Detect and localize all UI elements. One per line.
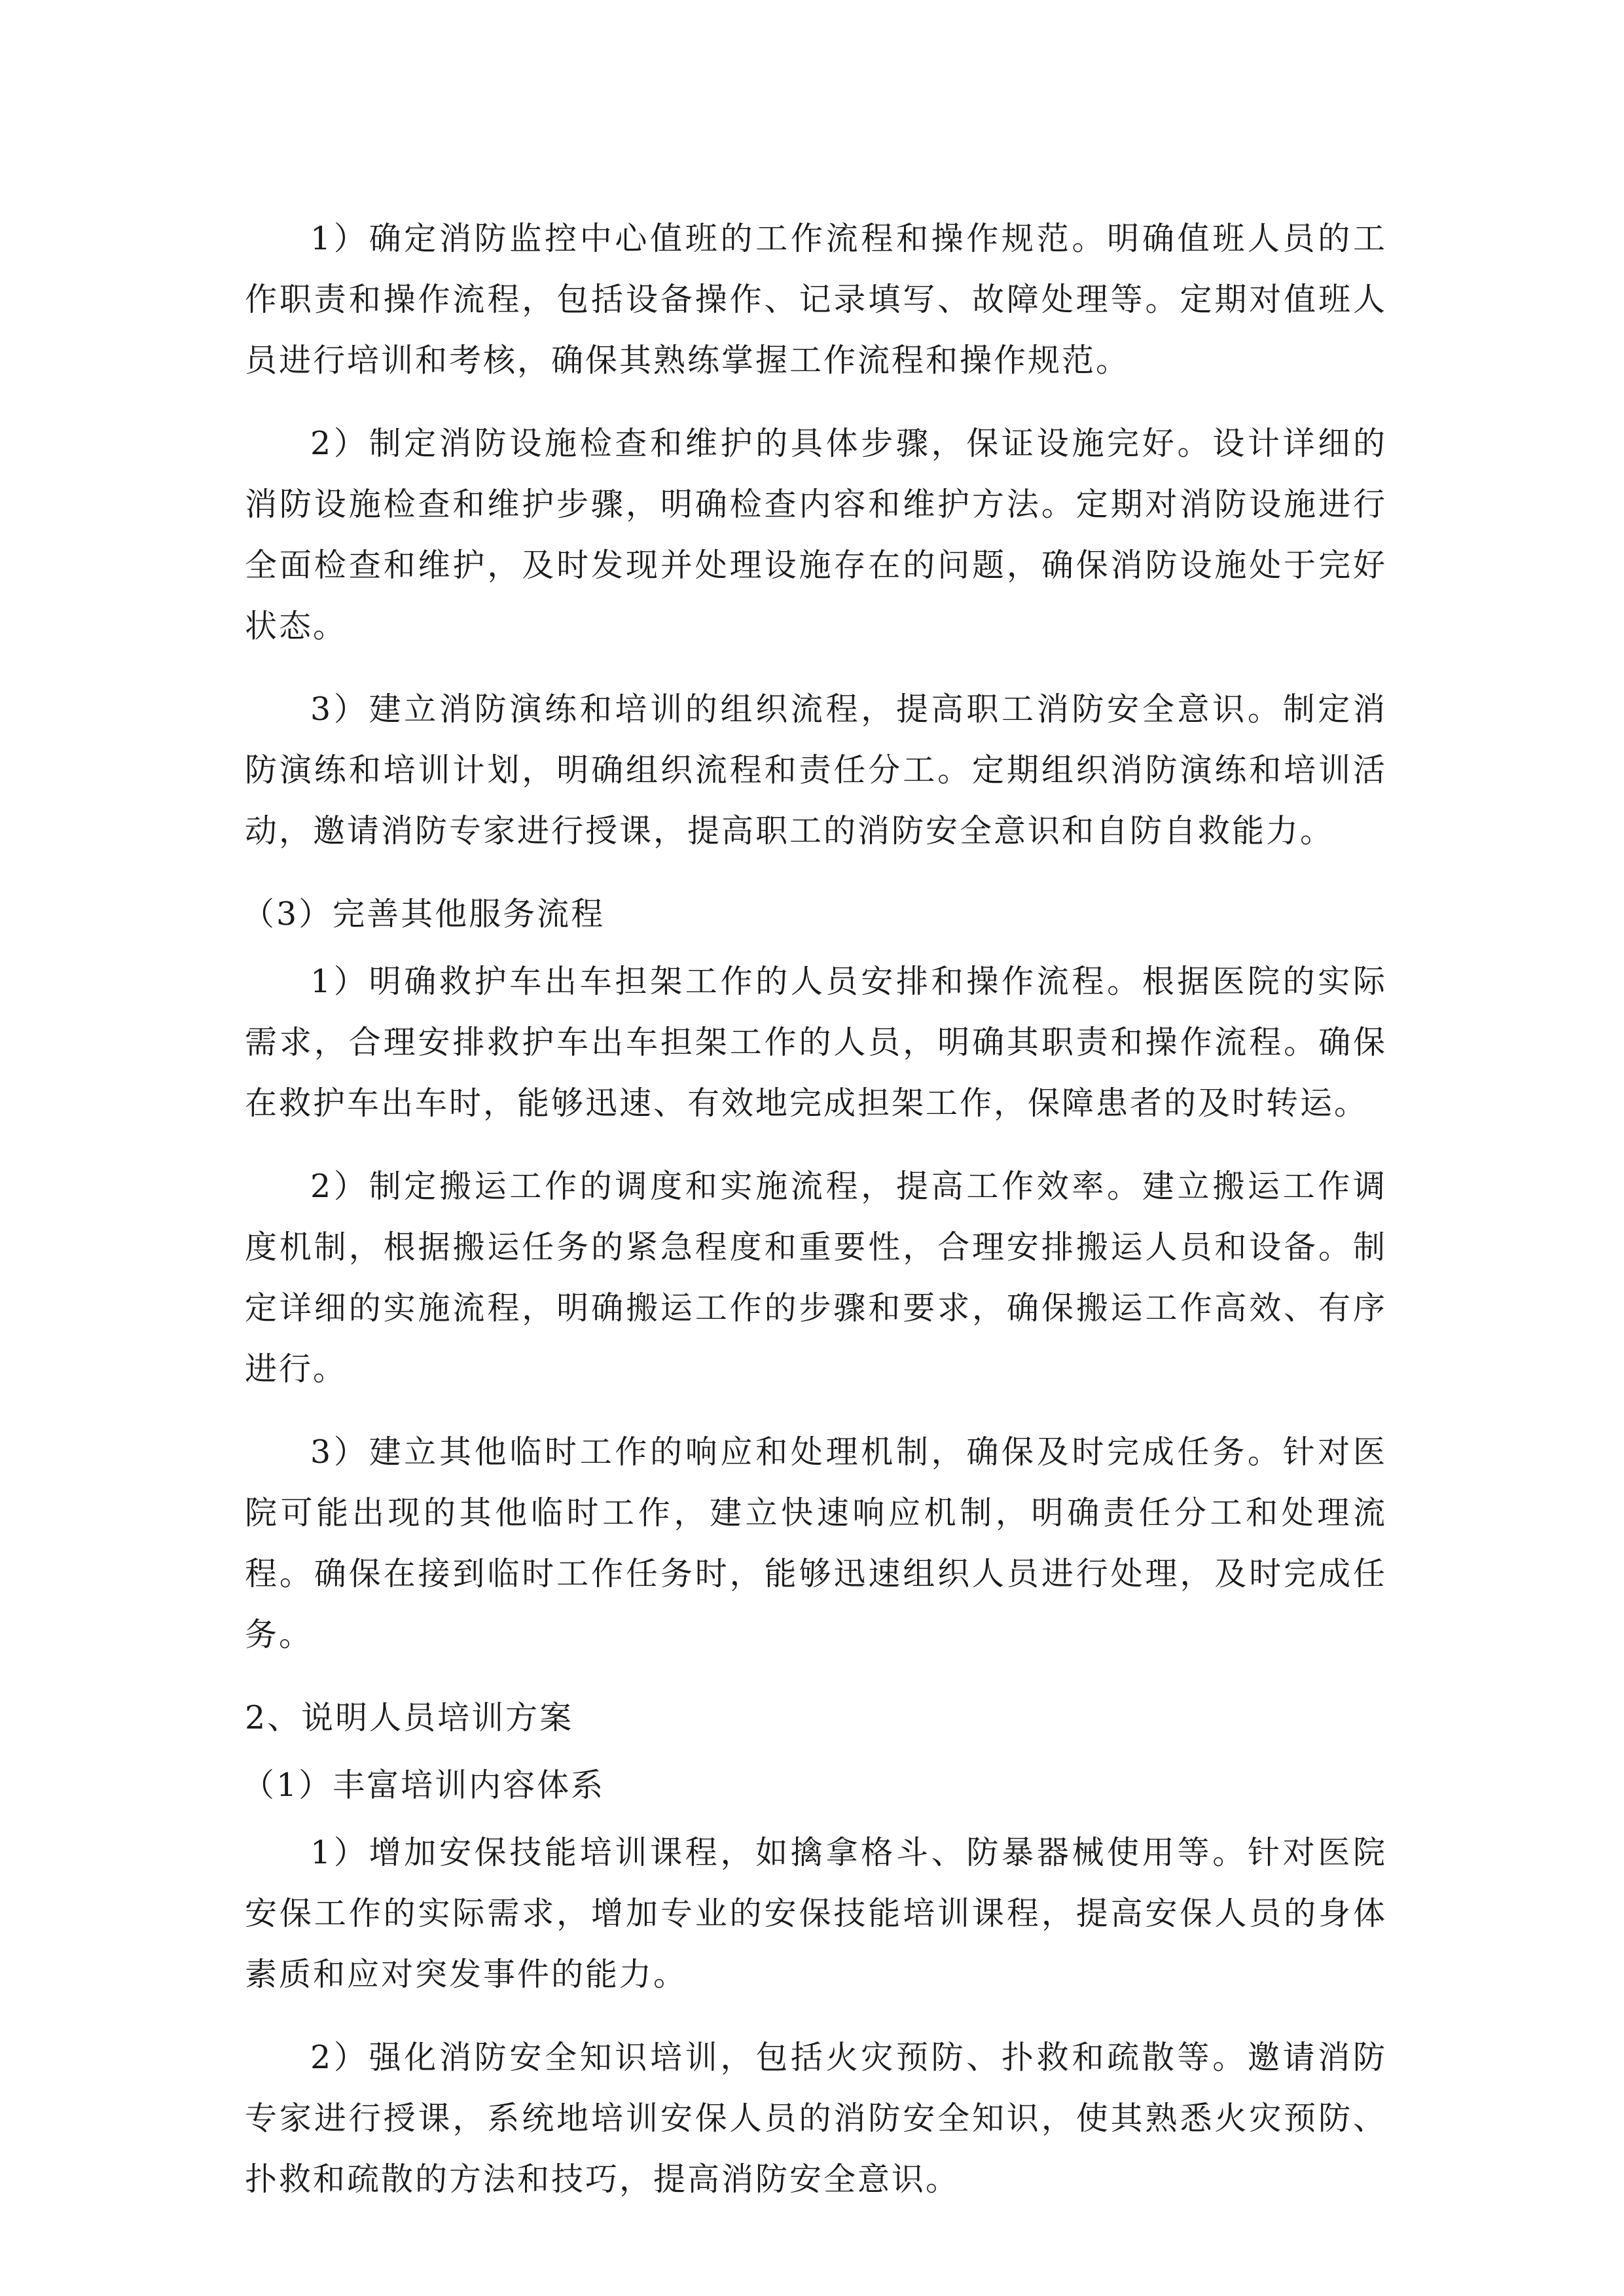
section-heading-staff-training-plan: 2、说明人员培训方案 — [245, 1699, 574, 1736]
section-heading-training-content-system: （1）丰富培训内容体系 — [242, 1767, 605, 1804]
paragraph-security-skills-training: 1）增加安保技能培训课程，如擒拿格斗、防暴器械使用等。针对医院安保工作的实际需求，增加专业的安保技能培训课程，提高安保人员的身体素质和应对突发事件的能力。 — [245, 1834, 1387, 1993]
paragraph-fire-monitoring-duty: 1）确定消防监控中心值班的工作流程和操作规范。明确值班人员的工作职责和操作流程，包括设备操作、记录填写、故障处理等。定期对值班人员进行培训和考核，确保其熟练掌握工作流程和操作规范。 — [245, 220, 1387, 379]
paragraph-temporary-work-response: 3）建立其他临时工作的响应和处理机制，确保及时完成任务。针对医院可能出现的其他临时工作，建立快速响应机制，明确责任分工和处理流程。确保在接到临时工作任务时，能够迅速组织人员进行处理，及时完成任务。 — [245, 1433, 1387, 1653]
document-page — [242, 208, 1387, 2232]
paragraph-fire-facility-inspection: 2）制定消防设施检查和维护的具体步骤，保证设施完好。设计详细的消防设施检查和维护步骤，明确检查内容和维护方法。定期对消防设施进行全面检查和维护，及时发现并处理设施存在的问题，确保消防设施处于完好状态。 — [245, 425, 1387, 645]
paragraph-transport-dispatch: 2）制定搬运工作的调度和实施流程，提高工作效率。建立搬运工作调度机制，根据搬运任务的紧急程度和重要性，合理安排搬运人员和设备。制定详细的实施流程，明确搬运工作的步骤和要求，确保搬运工作高效、有序进行。 — [245, 1168, 1387, 1388]
paragraph-fire-safety-knowledge: 2）强化消防安全知识培训，包括火灾预防、扑救和疏散等。邀请消防专家进行授课，系统地培训安保人员的消防安全知识，使其熟悉火灾预防、扑救和疏散的方法和技巧，提高消防安全意识。 — [245, 2039, 1387, 2198]
paragraph-ambulance-stretcher: 1）明确救护车出车担架工作的人员安排和操作流程。根据医院的实际需求，合理安排救护车出车担架工作的人员，明确其职责和操作流程。确保在救护车出车时，能够迅速、有效地完成担架工作，保障患者的及时转运。 — [245, 963, 1387, 1122]
paragraph-fire-drill-training: 3）建立消防演练和培训的组织流程，提高职工消防安全意识。制定消防演练和培训计划，明确组织流程和责任分工。定期组织消防演练和培训活动，邀请消防专家进行授课，提高职工的消防安全意识和自防自救能力。 — [245, 691, 1387, 850]
section-heading-other-service-process: （3）完善其他服务流程 — [242, 895, 605, 933]
